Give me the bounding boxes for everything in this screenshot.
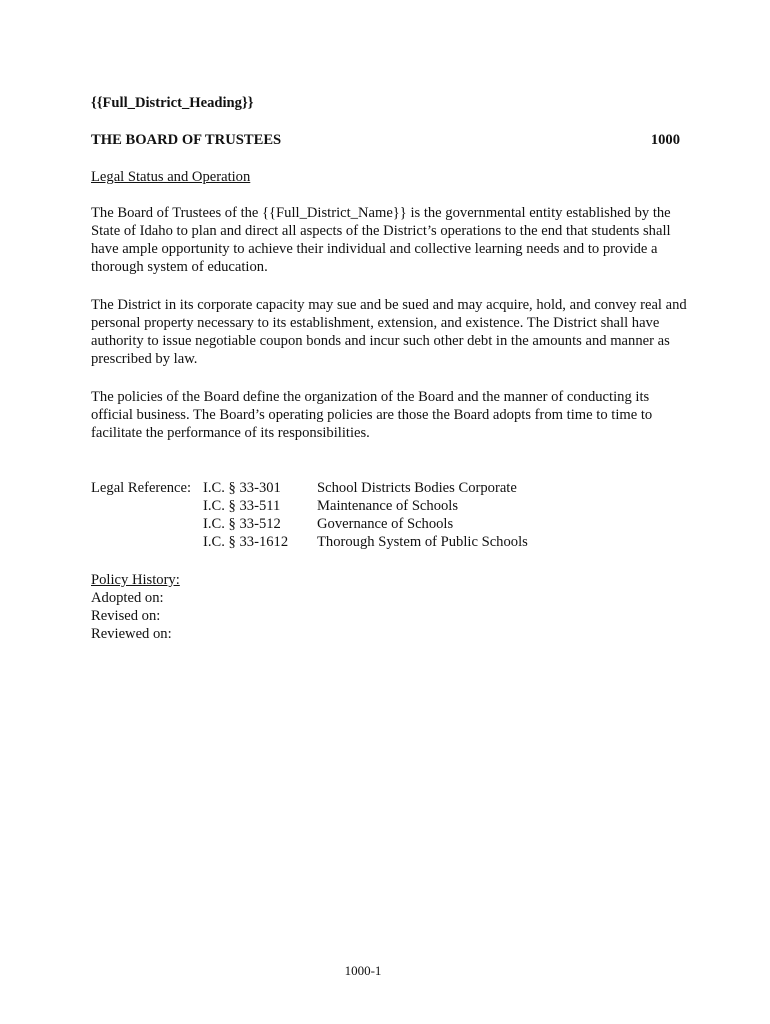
policy-history-label: Policy History: [91, 572, 180, 588]
section-subtitle: Legal Status and Operation [91, 169, 251, 185]
revised-on: Revised on: [91, 608, 161, 624]
legal-reference-description: Governance of Schools [317, 516, 454, 532]
paragraph-corporate-capacity: The District in its corporate capacity may sue and be sued and may acquire, hold, and convey real and personal property necessary to its establishment, extension, and existence. The District shall have authority to issue negotiable coupon bonds and incur such other debt in the amounts and manner as prescribed by law. [91, 297, 687, 367]
reviewed-on: Reviewed on: [91, 626, 172, 642]
title-row [91, 131, 680, 149]
legal-reference-description: Thorough System of Public Schools [317, 534, 528, 550]
legal-reference-description: School Districts Bodies Corporate [317, 480, 517, 496]
policy-history [91, 571, 180, 643]
legal-references [91, 479, 528, 551]
paragraph-board-policies: The policies of the Board define the organization of the Board and the manner of conducting its official business. The Board’s operating policies are those the Board adopts from time to time to facilitate the performance of its responsibilities. [91, 389, 653, 441]
legal-reference-spacer [91, 515, 203, 533]
legal-reference-code: I.C. § 33-511 [203, 498, 281, 514]
legal-reference-label: Legal Reference: [91, 480, 192, 496]
legal-reference-code: I.C. § 33-512 [203, 516, 281, 532]
paragraph-legal-status: The Board of Trustees of the {{Full_District_Name}} is the governmental entity established by the State of Idaho to plan and direct all aspects of the District’s operations to the end that students shall have ample opportunity to achieve their individual and collective learning needs and to provide a thorough system of education. [91, 205, 671, 275]
legal-reference-spacer [91, 497, 203, 515]
legal-reference-description: Maintenance of Schools [317, 498, 459, 514]
district-heading: {{Full_District_Heading}} [91, 95, 254, 111]
policy-title: THE BOARD OF TRUSTEES [91, 132, 282, 148]
legal-reference-spacer [91, 533, 203, 551]
adopted-on: Adopted on: [91, 590, 164, 606]
policy-number: 1000 [650, 132, 680, 148]
legal-reference-code: I.C. § 33-1612 [203, 534, 289, 550]
page-footer-number: 1000-1 [344, 963, 382, 978]
legal-reference-code: I.C. § 33-301 [203, 480, 281, 496]
